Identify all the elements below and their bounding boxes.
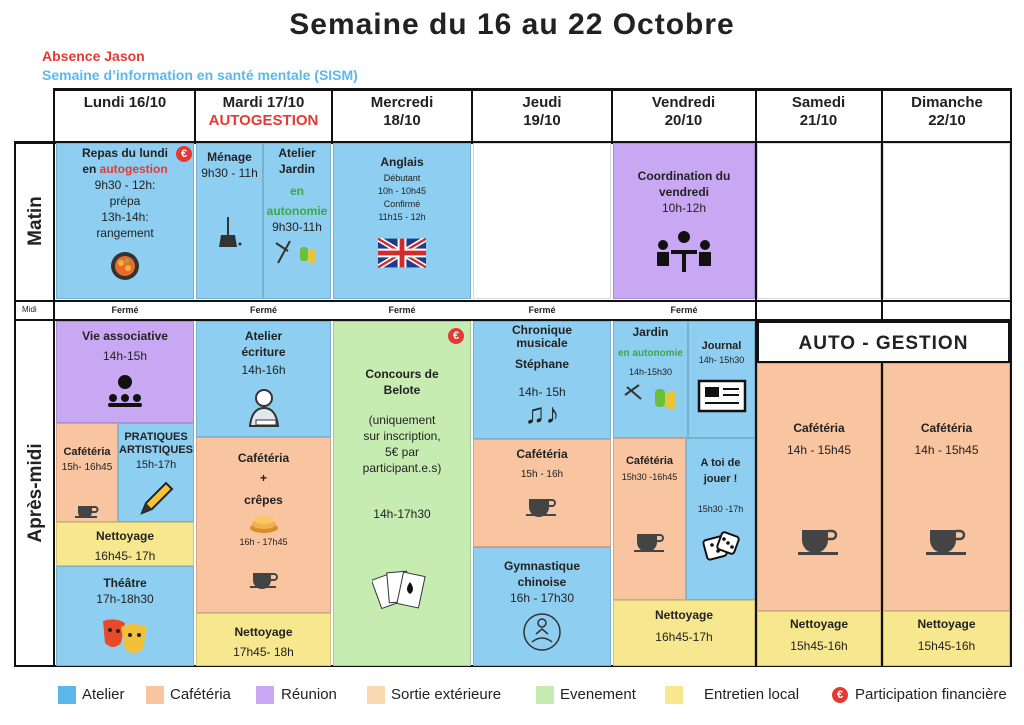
event-concours-belote: Concours de Belote (uniquement sur inscription, 5€ par participant.e.s) 14h-17h30 (333, 321, 471, 666)
day-header-mardi: Mardi 17/10 AUTOGESTION (195, 88, 332, 142)
event-cafeteria-dimanche: Cafétéria 14h - 15h45 (883, 363, 1010, 611)
food-bowl-icon (110, 251, 140, 281)
event-cafeteria-samedi: Cafétéria 14h - 15h45 (757, 363, 881, 611)
theatre-masks-icon (99, 617, 151, 657)
event-theatre: Théâtre 17h-18h30 (56, 566, 194, 666)
grid-line-top (55, 88, 1012, 91)
autogestion-label: AUTOGESTION (208, 112, 319, 129)
auto-gestion-banner: AUTO - GESTION (757, 321, 1010, 363)
event-menage: Ménage 9h30 - 11h (196, 143, 263, 299)
sism-note: Semaine d’information en santé mentale (SISM) (42, 67, 358, 83)
event-nettoyage-lundi: Nettoyage 16h45- 17h (56, 522, 194, 566)
newspaper-icon (697, 379, 747, 413)
legend-label-atelier: Atelier (82, 686, 125, 703)
event-chronique-musicale: Chronique musicale Stéphane 14h- 15h ♫♪ (473, 321, 611, 439)
grid-line-col (331, 88, 333, 142)
ferme-lundi: Fermé (111, 305, 139, 315)
meeting-icon (653, 230, 715, 274)
event-anglais: Anglais Débutant 10h - 10h45 Confirmé 11h15 - 12h (333, 143, 471, 299)
event-repas-lundi: Repas du lundi en autogestion 9h30 - 12h: prépa 13h-14h: rangement (56, 143, 194, 299)
ferme-mercredi: Fermé (388, 305, 416, 315)
legend-swatch-atelier (58, 686, 76, 704)
empty-dimanche-matin (883, 143, 1010, 299)
ferme-vendredi: Fermé (670, 305, 698, 315)
page-title: Semaine du 16 au 22 Octobre (289, 8, 735, 41)
participation-financiere-icon: € (448, 328, 464, 344)
garden-tools-icon (274, 237, 320, 267)
pencil-icon (136, 479, 176, 519)
meditation-icon (522, 612, 562, 652)
grid-line-left (14, 141, 16, 667)
event-nettoyage-mardi: Nettoyage 17h45- 18h (196, 613, 331, 666)
day-header-mercredi: Mercredi 18/10 (370, 94, 434, 129)
event-coordination: Coordination du vendredi 10h-12h (613, 143, 755, 299)
legend-swatch-reunion (256, 686, 274, 704)
event-cafeteria-crepes: Cafétéria + crêpes 16h - 17h45 (196, 437, 331, 613)
legend-swatch-evenement (536, 686, 554, 704)
uk-flag-icon (378, 238, 426, 268)
event-nettoyage-vendredi: Nettoyage 16h45-17h (613, 600, 755, 666)
row-label-midi: Midi (22, 305, 37, 314)
grid-line-rowlabel (53, 88, 55, 667)
garden-tools-icon (621, 381, 681, 411)
grid-line-col (471, 88, 473, 142)
ferme-mardi: Fermé (249, 305, 277, 315)
music-notes-icon: ♫♪ (524, 398, 560, 429)
event-gymnastique-chinoise: Gymnastique chinoise 16h - 17h30 (473, 547, 611, 666)
event-cafeteria-vendredi: Cafétéria 15h30 -16h45 (613, 438, 686, 600)
legend-label-sortie: Sortie extérieure (391, 686, 502, 703)
playing-cards-icon (372, 566, 432, 616)
day-header-dimanche: Dimanche 22/10 (911, 94, 983, 129)
empty-samedi-matin (757, 143, 881, 299)
event-atelier-ecriture: Atelier écriture 14h-16h (196, 321, 331, 437)
legend-swatch-sortie (367, 686, 385, 704)
day-header-samedi: Samedi 21/10 (791, 94, 846, 129)
event-jardin-autonomie: Jardin en autonomie 14h-15h30 (613, 321, 688, 438)
event-atelier-jardin: Atelier Jardin en autonomie 9h30-11h (263, 143, 331, 299)
coffee-cup-icon (796, 520, 842, 556)
event-a-toi-de-jouer: A toi de jouer ! 15h30 -17h (686, 438, 755, 600)
ferme-jeudi: Fermé (528, 305, 556, 315)
coffee-cup-icon (249, 567, 279, 589)
event-journal: Journal 14h- 15h30 (688, 321, 755, 438)
absence-note: Absence Jason (42, 48, 145, 64)
grid-line-col (611, 88, 613, 142)
day-header-vendredi: Vendredi 20/10 (651, 94, 716, 129)
grid-line-right (1010, 88, 1012, 667)
event-pratiques-artistiques: PRATIQUES ARTISTIQUES 15h-17h (118, 423, 194, 522)
empty-jeudi-matin (473, 143, 611, 299)
association-icon (105, 374, 145, 408)
legend-label-reunion: Réunion (281, 686, 337, 703)
grid-line-col (194, 88, 196, 142)
legend-label-evenement: Evenement (560, 686, 636, 703)
writing-person-icon (242, 386, 286, 430)
day-header-jeudi: Jeudi 19/10 (522, 94, 562, 129)
day-header-lundi: Lundi 16/10 (83, 94, 167, 111)
broom-icon (216, 215, 244, 249)
event-vie-associative: Vie associative 14h-15h (56, 321, 194, 423)
legend-euro-icon: € (832, 687, 848, 703)
legend-label-participation: Participation financière (855, 686, 1007, 703)
dice-icon (701, 526, 741, 566)
legend-label-entretien: Entretien local (704, 686, 800, 703)
event-nettoyage-dimanche: Nettoyage 15h45-16h (883, 611, 1010, 666)
event-nettoyage-samedi: Nettoyage 15h45-16h (757, 611, 881, 666)
legend-swatch-cafeteria (146, 686, 164, 704)
coffee-cup-icon (75, 504, 99, 518)
row-label-apres-midi: Après-midi (25, 443, 46, 543)
crepes-icon (248, 514, 280, 534)
coffee-cup-icon (525, 493, 559, 517)
coffee-cup-icon (633, 528, 667, 554)
coffee-cup-icon (924, 520, 970, 556)
participation-financiere-icon: € (176, 146, 192, 162)
event-cafeteria-lundi: Cafétéria 15h- 16h45 (56, 423, 118, 522)
event-cafeteria-jeudi: Cafétéria 15h - 16h (473, 439, 611, 547)
legend-label-cafeteria: Cafétéria (170, 686, 231, 703)
row-label-matin: Matin (25, 196, 46, 246)
legend-swatch-entretien (665, 686, 683, 704)
